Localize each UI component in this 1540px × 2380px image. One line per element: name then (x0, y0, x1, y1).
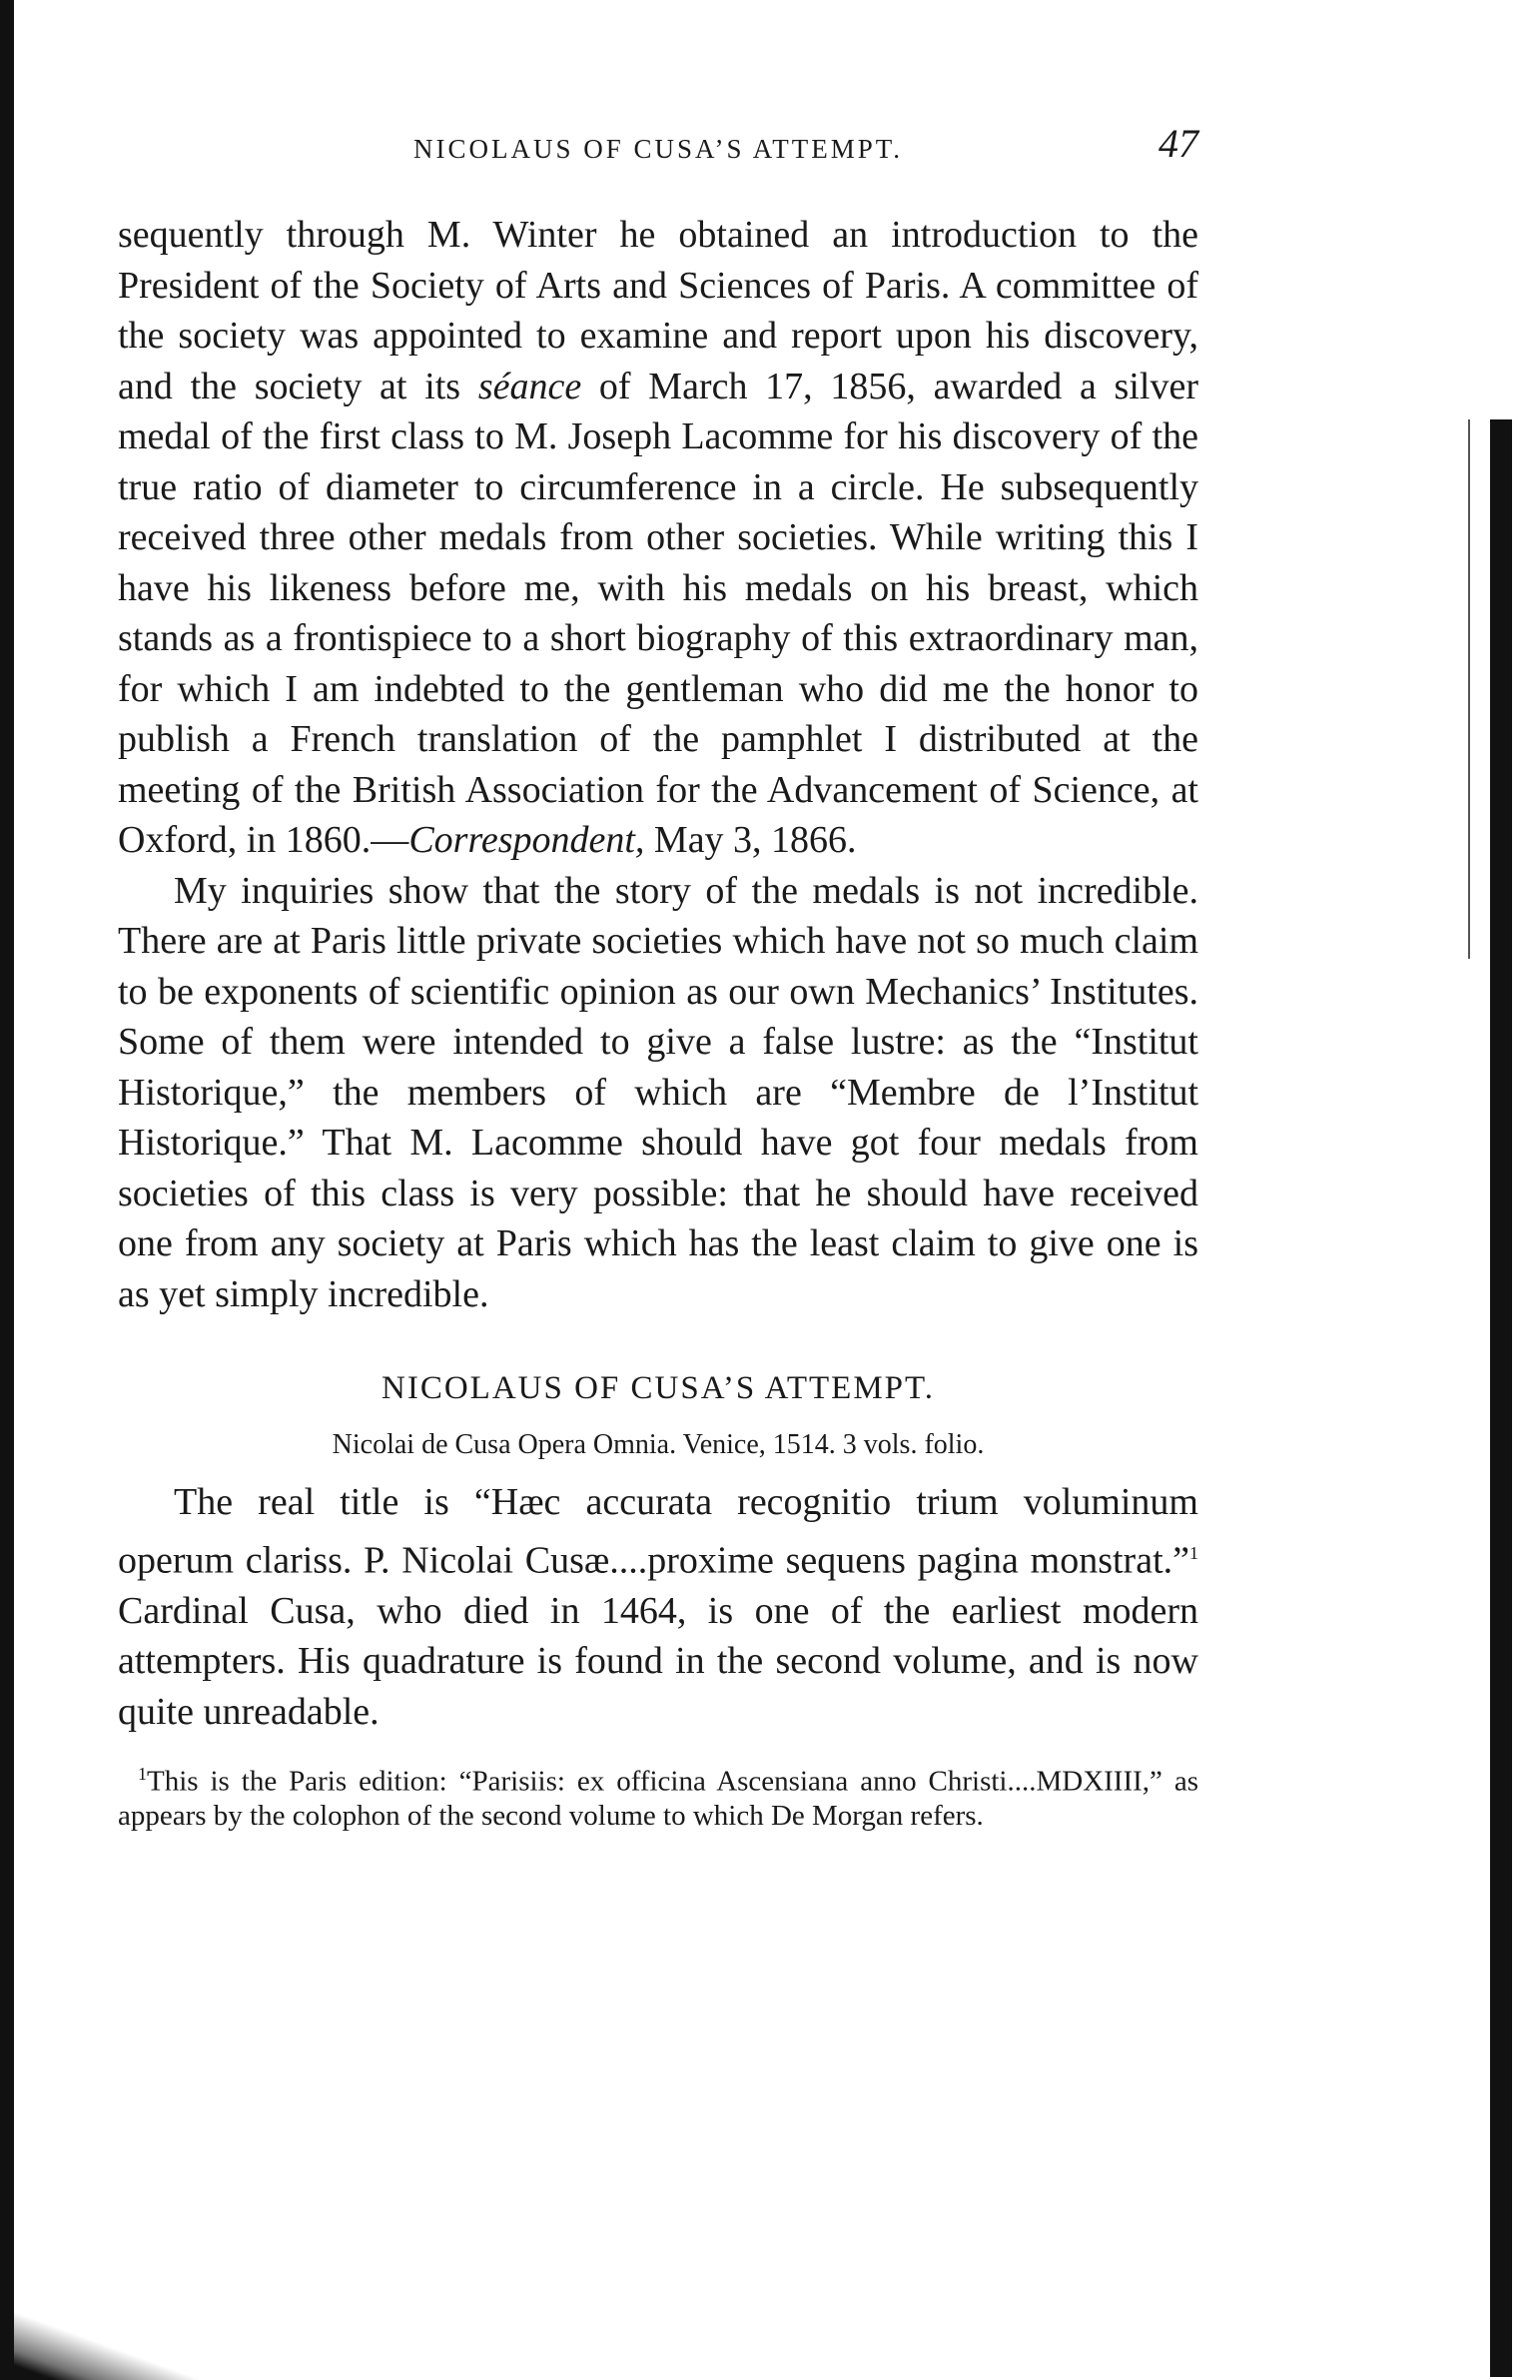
section-title: NICOLAUS OF CUSA’S ATTEMPT. (382, 1370, 935, 1406)
scan-hairline (1468, 419, 1470, 959)
paragraph-cusa-part-a: The real title is “Hæc accurata recognitio trium voluminum operum clariss. P. Nicolai Cusæ....proxime sequens pagina monstrat.” (118, 1481, 1198, 1582)
scan-corner-shadow (14, 2230, 274, 2380)
page-number: 47 (1158, 121, 1198, 166)
footnote (118, 1757, 1198, 1833)
running-title: NICOLAUS OF CUSA’S ATTEMPT. (412, 134, 904, 164)
paragraph-lacomme-part-c: May 3, 1866. (644, 819, 857, 861)
scan-edge-right (1490, 419, 1512, 2377)
paragraph-lacomme (118, 210, 1198, 866)
citation: Nicolai de Cusa Opera Omnia. Venice, 1514. 3 vols. folio. (332, 1429, 985, 1460)
scan-edge-left (0, 0, 14, 2380)
paragraph-cusa-part-b: Cardinal Cusa, who died in 1464, is one of the earliest modern attempters. His quadrature is found in the second volume, and is now quite unreadable. (118, 1589, 1198, 1733)
footnote-reference: 1 (1189, 1542, 1198, 1563)
paragraph-lacomme-part-a: sequently through M. Winter he obtained an introduction to the President of the Society of Arts and Sciences of Paris. A committee of the society was appointed to examine and report upon his discovery, and the society at its (118, 214, 1198, 407)
word-correspondent: Correspondent, (408, 819, 645, 861)
footnote-text: This is the Paris edition: “Parisiis: ex officina Ascensiana anno Christi....MDXIIII,” as appears by the colophon of the second volume to which De Morgan refers. (118, 1765, 1198, 1832)
footnote-marker: 1 (138, 1764, 147, 1785)
body-text (118, 210, 1198, 1833)
paragraph-lacomme-part-b: of March 17, 1856, awarded a silver medal of the first class to M. Joseph Lacomme for his discovery of the true ratio of diameter to circumference in a circle. He subsequently received three other medals from other societies. While writing this I have his likeness before me, with his medals on his breast, which stands as a frontispiece to a short biography of this extraordinary man, for which I am indebted to the gentleman who did me the honor to publish a French translation of the pamphlet I distributed at the meeting of the British Association for the Advancement of Science, at Oxford, in 1860.— (118, 365, 1198, 861)
paragraph-cusa (118, 1477, 1198, 1737)
word-seance: séance (477, 365, 582, 407)
paragraph-medals: My inquiries show that the story of the medals is not incredible. There are at Paris little private societies which have not so much claim to be exponents of scientific opinion as our own Mechanics’ Institutes. Some of them were intended to give a false lustre: as the “Institut Historique,” the members of which are “Membre de l’Institut Historique.” That M. Lacomme should have got four medals from societies of this class is very possible: that he should have received one from any society at Paris which has the least claim to give one is as yet simply incredible. (118, 869, 1198, 1315)
running-head (118, 120, 1198, 180)
